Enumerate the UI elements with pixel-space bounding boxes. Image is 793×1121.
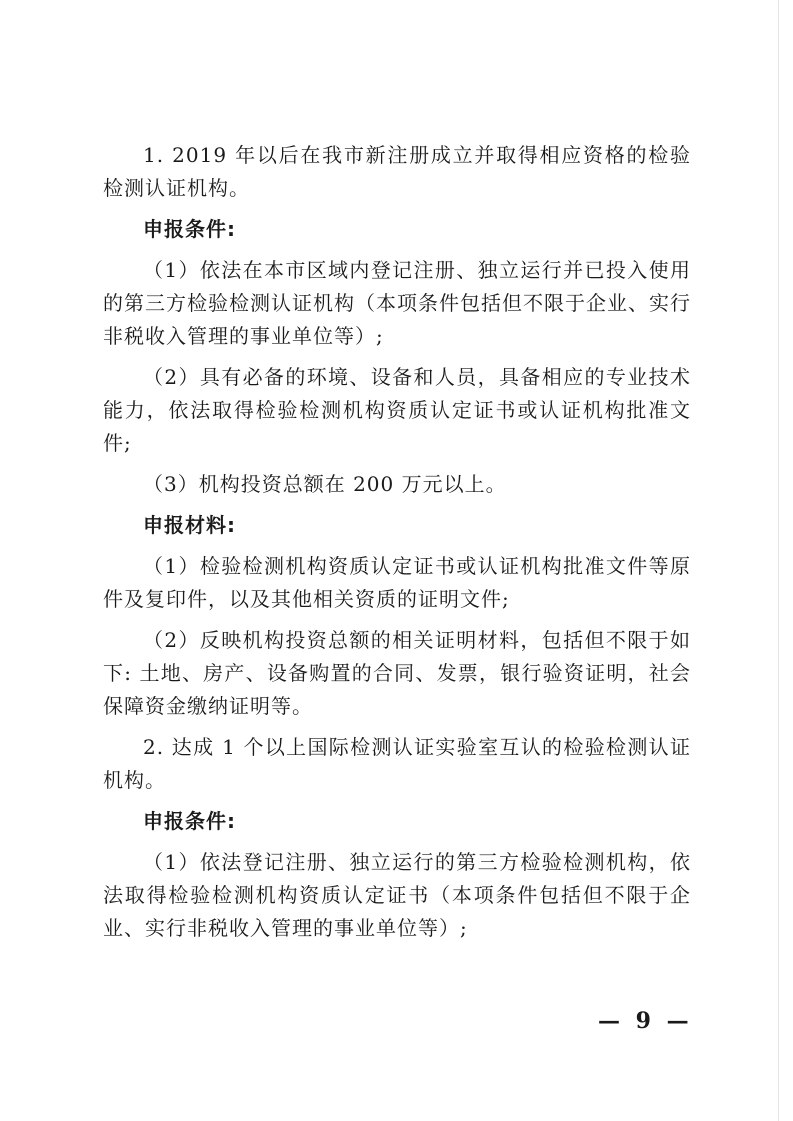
paragraph-condition-2-1: （1）依法登记注册、独立运行的第三方检验检测机构，依法取得检验检测机构资质认定证书（本项条件包括但不限于企业、实行非税收入管理的事业单位等）; <box>103 850 691 940</box>
scan-edge-divider <box>778 0 779 1121</box>
paragraph-condition-1: （1）依法在本市区域内登记注册、独立运行并已投入使用的第三方检验检测认证机构（本项条件包括但不限于企业、实行非税收入管理的事业单位等）; <box>103 258 691 348</box>
paragraph-condition-3: （3）机构投资总额在 200 万元以上。 <box>143 472 507 496</box>
paragraph-item-1-intro: 1. 2019 年以后在我市新注册成立并取得相应资格的检验检测认证机构。 <box>103 143 691 200</box>
paragraph-material-2: （2）反映机构投资总额的相关证明材料，包括但不限于如下: 土地、房产、设备购置的合同、发票，银行验资证明，社会保障资金缴纳证明等。 <box>103 628 691 718</box>
document-body <box>103 139 691 953</box>
page-number: — 9 — <box>598 1008 693 1034</box>
paragraph-condition-2: （2）具有必备的环境、设备和人员，具备相应的专业技术能力，依法取得检验检测机构资质认定证书或认证机构批准文件; <box>103 365 691 455</box>
section-heading-conditions-2: 申报条件: <box>143 809 236 833</box>
section-heading-materials: 申报材料: <box>143 513 236 537</box>
paragraph-material-1: （1）检验检测机构资质认定证书或认证机构批准文件等原件及复印件，以及其他相关资质的证明文件; <box>103 554 691 611</box>
section-heading-conditions: 申报条件: <box>143 217 236 241</box>
paragraph-item-2-intro: 2. 达成 1 个以上国际检测认证实验室互认的检验检测认证机构。 <box>103 735 691 792</box>
